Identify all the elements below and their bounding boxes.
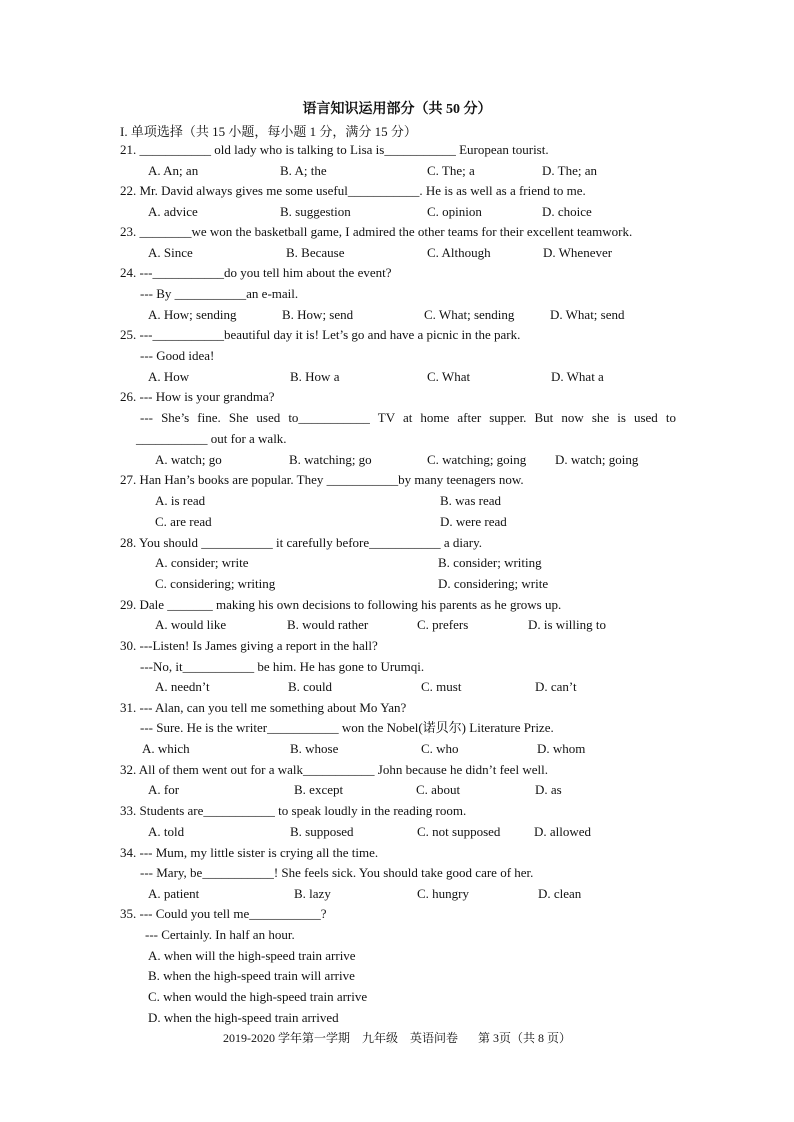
option-a: A. patient (148, 886, 200, 901)
option-d: D. What a (551, 369, 604, 384)
section-heading: I. 单项选择（共 15 小题，每小题 1 分，满分 15 分） (120, 124, 417, 139)
option-a: A. which (142, 741, 190, 756)
option-b: B. could (288, 679, 333, 694)
question-30-line-2: ---No, it___________ be him. He has gone to Urumqi. (140, 659, 425, 674)
option-a: A. would like (155, 617, 227, 632)
question-26-line-2: --- She’s fine. She used to___________ TV at home after supper. But now she is used to (140, 410, 676, 425)
option-c: C. Although (427, 245, 491, 260)
option-b: B. watching; go (289, 452, 372, 467)
option-d: D. as (535, 782, 562, 797)
option-d: D. Whenever (543, 245, 613, 260)
option-b: B. suggestion (280, 204, 351, 219)
option-d: D. were read (440, 514, 507, 529)
option-d: D. considering; write (438, 576, 549, 591)
option-d: D. clean (538, 886, 582, 901)
option-a: A. when will the high-speed train arrive (148, 948, 356, 963)
question-21-stem: 21. ___________ old lady who is talking to Lisa is___________ European tourist. (120, 142, 549, 157)
question-24-stem: 24. ---___________do you tell him about the event? (120, 265, 392, 280)
option-b: B. Because (286, 245, 345, 260)
option-b: B. would rather (287, 617, 369, 632)
option-a: A. How (148, 369, 190, 384)
option-c: C. watching; going (427, 452, 527, 467)
option-c: C. hungry (417, 886, 469, 901)
option-a: A. needn’t (155, 679, 210, 694)
page-footer (0, 1029, 794, 1046)
option-a: A. told (148, 824, 185, 839)
option-d: D. can’t (535, 679, 577, 694)
option-b: B. How; send (282, 307, 354, 322)
question-33-stem: 33. Students are___________ to speak loudly in the reading room. (120, 803, 467, 818)
option-b: B. whose (290, 741, 339, 756)
option-d: D. choice (542, 204, 592, 219)
option-c: C. who (421, 741, 459, 756)
question-35-stem: 35. --- Could you tell me___________? (120, 906, 327, 921)
question-24-line-2: --- By ___________an e-mail. (140, 286, 299, 301)
question-26-line-3: ___________ out for a walk. (136, 431, 287, 446)
question-29-stem: 29. Dale _______ making his own decisions to following his parents as he grows up. (120, 597, 562, 612)
question-22-stem: 22. Mr. David always gives me some useful___________. He is as well as a friend to me. (120, 183, 586, 198)
option-a: A. for (148, 782, 180, 797)
option-a: A. Since (148, 245, 193, 260)
option-c: C. The; a (427, 163, 475, 178)
option-c: C. prefers (417, 617, 469, 632)
option-d: D. What; send (550, 307, 625, 322)
option-c: C. not supposed (417, 824, 501, 839)
option-d: D. The; an (542, 163, 597, 178)
question-34-line-2: --- Mary, be___________! She feels sick. You should take good care of her. (140, 865, 534, 880)
option-d: D. watch; going (555, 452, 639, 467)
question-31-stem: 31. --- Alan, can you tell me something about Mo Yan? (120, 700, 407, 715)
option-b: B. when the high-speed train will arrive (148, 968, 355, 983)
option-c: C. are read (155, 514, 212, 529)
footer-page-number: 第 3页（共 8 页） (478, 1031, 572, 1045)
option-b: B. except (294, 782, 344, 797)
question-25-stem: 25. ---___________beautiful day it is! Let’s go and have a picnic in the park. (120, 327, 521, 342)
option-c: C. opinion (427, 204, 482, 219)
option-b: B. consider; writing (438, 555, 542, 570)
option-d: D. whom (537, 741, 586, 756)
question-30-stem: 30. ---Listen! Is James giving a report in the hall? (120, 638, 378, 653)
option-b: B. How a (290, 369, 340, 384)
option-c: C. considering; writing (155, 576, 276, 591)
question-34-stem: 34. --- Mum, my little sister is crying all the time. (120, 845, 379, 860)
option-a: A. An; an (148, 163, 199, 178)
option-b: B. was read (440, 493, 502, 508)
question-26-stem: 26. --- How is your grandma? (120, 389, 275, 404)
option-c: C. when would the high-speed train arrive (148, 989, 368, 1004)
option-d: D. when the high-speed train arrived (148, 1010, 339, 1025)
option-b: B. A; the (280, 163, 327, 178)
option-b: B. lazy (294, 886, 331, 901)
option-a: A. consider; write (155, 555, 249, 570)
option-c: C. must (421, 679, 462, 694)
option-a: A. is read (155, 493, 206, 508)
question-31-line-2: --- Sure. He is the writer___________ won the Nobel(诺贝尔) Literature Prize. (140, 720, 554, 735)
option-b: B. supposed (290, 824, 354, 839)
question-32-stem: 32. All of them went out for a walk___________ John because he didn’t feel well. (120, 762, 548, 777)
page-title: 语言知识运用部分（共 50 分） (302, 102, 492, 117)
option-d: D. allowed (534, 824, 592, 839)
option-c: C. What (427, 369, 471, 384)
option-c: C. What; sending (424, 307, 515, 322)
option-a: A. advice (148, 204, 198, 219)
question-25-line-2: --- Good idea! (140, 348, 215, 363)
option-d: D. is willing to (528, 617, 607, 632)
footer-subject: 英语问卷 (409, 1031, 458, 1045)
question-28-stem: 28. You should ___________ it carefully before___________ a diary. (120, 535, 483, 550)
question-27-stem: 27. Han Han’s books are popular. They ___________by many teenagers now. (120, 472, 524, 487)
question-35-line-2: --- Certainly. In half an hour. (145, 927, 295, 942)
footer-grade: 九年级 (361, 1031, 398, 1045)
question-23-stem: 23. ________we won the basketball game, I admired the other teams for their excellent teamwork. (120, 224, 633, 239)
footer-term: 2019-2020 学年第一学期 (222, 1031, 350, 1045)
option-c: C. about (416, 782, 461, 797)
option-a: A. watch; go (155, 452, 222, 467)
option-a: A. How; sending (148, 307, 237, 322)
